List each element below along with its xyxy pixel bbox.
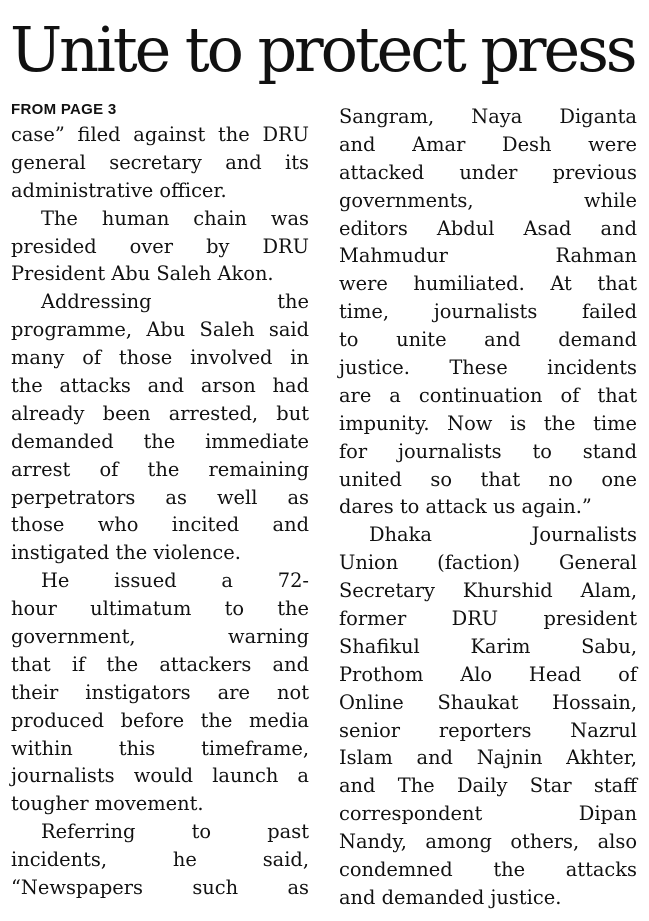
text-line: Shafikul Karim Sabu,: [339, 634, 637, 658]
text-line: demanded the immediate: [11, 429, 309, 453]
text-line: government, warning: [11, 625, 309, 649]
text-line: Mahmudur Rahman: [339, 244, 637, 268]
text-line: united so that no one: [339, 467, 637, 491]
text-line: instigated the violence.: [11, 541, 241, 565]
text-line: “Newspapers such as: [11, 876, 309, 900]
text-line: Sangram, Naya Diganta: [339, 105, 637, 128]
text-line: and The Daily Star staff: [339, 774, 637, 798]
text-line: for journalists to stand: [339, 439, 637, 463]
text-line: incidents, he said,: [11, 848, 309, 872]
text-line: their instigators are not: [11, 680, 309, 704]
text-line: governments, while: [339, 188, 637, 212]
text-line: Prothom Alo Head of: [339, 662, 637, 686]
text-line: to unite and demand: [339, 328, 637, 352]
text-line: President Abu Saleh Akon.: [11, 262, 274, 286]
text-line: former DRU president: [339, 607, 637, 631]
text-line: many of those involved in: [11, 346, 309, 370]
text-line: arrest of the remaining: [11, 457, 309, 481]
text-line: condemned the attacks: [339, 858, 637, 882]
headline: Unite to protect press: [10, 13, 635, 86]
text-line: general secretary and its: [11, 150, 309, 174]
text-line: dares to attack us again.”: [339, 495, 592, 519]
text-line: Dhaka Journalists: [369, 523, 637, 547]
text-line: justice. These incidents: [339, 356, 637, 380]
text-line: already been arrested, but: [11, 401, 309, 425]
text-line: were humiliated. At that: [339, 272, 637, 296]
text-line: the attacks and arson had: [11, 374, 309, 398]
text-line: within this timeframe,: [11, 736, 309, 760]
text-line: hour ultimatum to the: [11, 597, 309, 621]
text-line: and Amar Desh were: [339, 132, 637, 156]
text-line: Islam and Najnin Akhter,: [339, 746, 637, 770]
text-line: journalists would launch a: [11, 764, 309, 788]
text-line: attacked under previous: [339, 160, 637, 184]
text-line: senior reporters Nazrul: [339, 718, 637, 742]
text-line: Online Shaukat Hossain,: [339, 690, 637, 714]
right-column-text: [339, 103, 637, 912]
text-line: are a continuation of that: [339, 383, 637, 407]
text-line: Referring to past: [41, 820, 309, 844]
text-line: correspondent Dipan: [339, 802, 637, 826]
text-line: case” filed against the DRU: [11, 123, 309, 146]
text-line: impunity. Now is the time: [339, 411, 637, 435]
text-line: The human chain was: [41, 206, 309, 230]
text-line: administrative officer.: [11, 178, 227, 202]
text-line: Addressing the: [41, 290, 309, 314]
text-line: that if the attackers and: [11, 652, 309, 676]
text-line: those who incited and: [11, 513, 309, 537]
left-column-text: [11, 121, 309, 902]
text-line: Secretary Khurshid Alam,: [339, 579, 637, 603]
text-line: He issued a 72-: [41, 569, 309, 593]
jump-label: FROM PAGE 3: [11, 101, 117, 118]
text-line: produced before the media: [11, 708, 309, 732]
text-line: Union (faction) General: [339, 551, 637, 575]
text-line: and demanded justice.: [339, 885, 562, 909]
text-line: programme, Abu Saleh said: [11, 318, 309, 342]
text-line: editors Abdul Asad and: [339, 216, 637, 240]
text-line: perpetrators as well as: [11, 485, 309, 509]
text-line: tougher movement.: [11, 792, 204, 816]
article-column-right: [339, 103, 637, 912]
text-line: time, journalists failed: [339, 300, 637, 324]
text-line: Nandy, among others, also: [339, 830, 637, 854]
text-line: presided over by DRU: [11, 234, 309, 258]
article-column-left: [11, 99, 309, 902]
